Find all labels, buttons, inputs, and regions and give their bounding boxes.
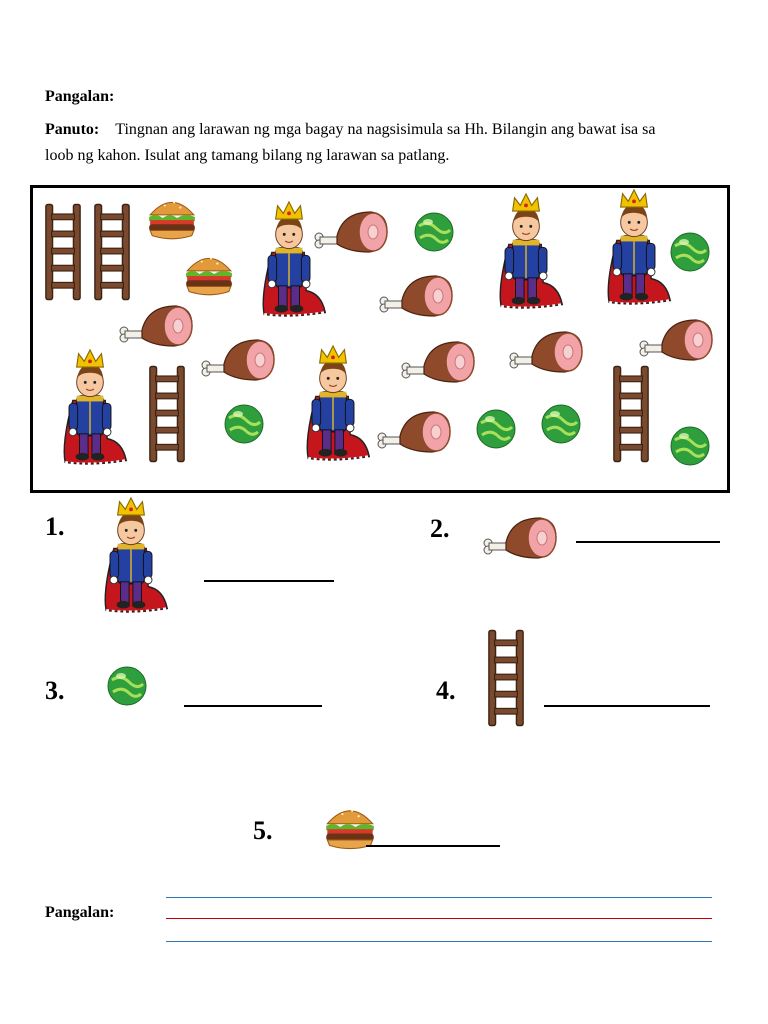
answer-blank-4[interactable] (544, 705, 710, 707)
ham-icon (118, 300, 198, 350)
instruction-text-2: loob ng kahon. Isulat ang tamang bilang ng larawan sa patlang. (45, 147, 450, 164)
ball-icon (414, 212, 454, 252)
ham-icon (200, 334, 280, 384)
king-icon (293, 344, 373, 468)
writing-line-top[interactable] (166, 897, 712, 898)
question-number: 5. (253, 816, 273, 845)
king-icon (486, 192, 566, 316)
writing-line-middle[interactable] (166, 918, 712, 919)
king-icon (91, 496, 171, 620)
hamburger-icon (183, 248, 235, 300)
answer-blank-3[interactable] (184, 705, 322, 707)
ham-icon (508, 326, 588, 376)
writing-line-bottom[interactable] (166, 941, 712, 942)
king-icon (50, 348, 130, 472)
ham-icon (638, 314, 718, 364)
answer-blank-1[interactable] (204, 580, 334, 582)
ball-icon (107, 666, 147, 706)
ham-icon (313, 206, 393, 256)
ball-icon (670, 232, 710, 272)
ball-icon (670, 426, 710, 466)
footer-name-label: Pangalan: (45, 904, 115, 921)
ham-icon (378, 270, 458, 320)
instruction-label: Panuto: (45, 121, 100, 138)
ball-icon (224, 404, 264, 444)
instructions (45, 117, 735, 169)
instruction-text-1: Tingnan ang larawan ng mga bagay na nagsisimula sa Hh. Bilangin ang bawat isa sa (115, 121, 656, 138)
ball-icon (476, 409, 516, 449)
ham-icon (482, 512, 562, 562)
ladder-icon (487, 628, 525, 728)
hamburger-icon (146, 192, 198, 244)
question-number: 2. (430, 514, 450, 543)
ladder-icon (44, 202, 82, 302)
ladder-icon (148, 364, 186, 464)
king-icon (594, 188, 674, 312)
answer-blank-2[interactable] (576, 541, 720, 543)
ham-icon (376, 406, 456, 456)
ham-icon (400, 336, 480, 386)
question-number: 3. (45, 676, 65, 705)
ladder-icon (612, 364, 650, 464)
question-number: 4. (436, 676, 456, 705)
ball-icon (541, 404, 581, 444)
question-number: 1. (45, 512, 65, 541)
ladder-icon (93, 202, 131, 302)
name-label: Pangalan: (45, 88, 115, 105)
answer-blank-5[interactable] (366, 845, 500, 847)
